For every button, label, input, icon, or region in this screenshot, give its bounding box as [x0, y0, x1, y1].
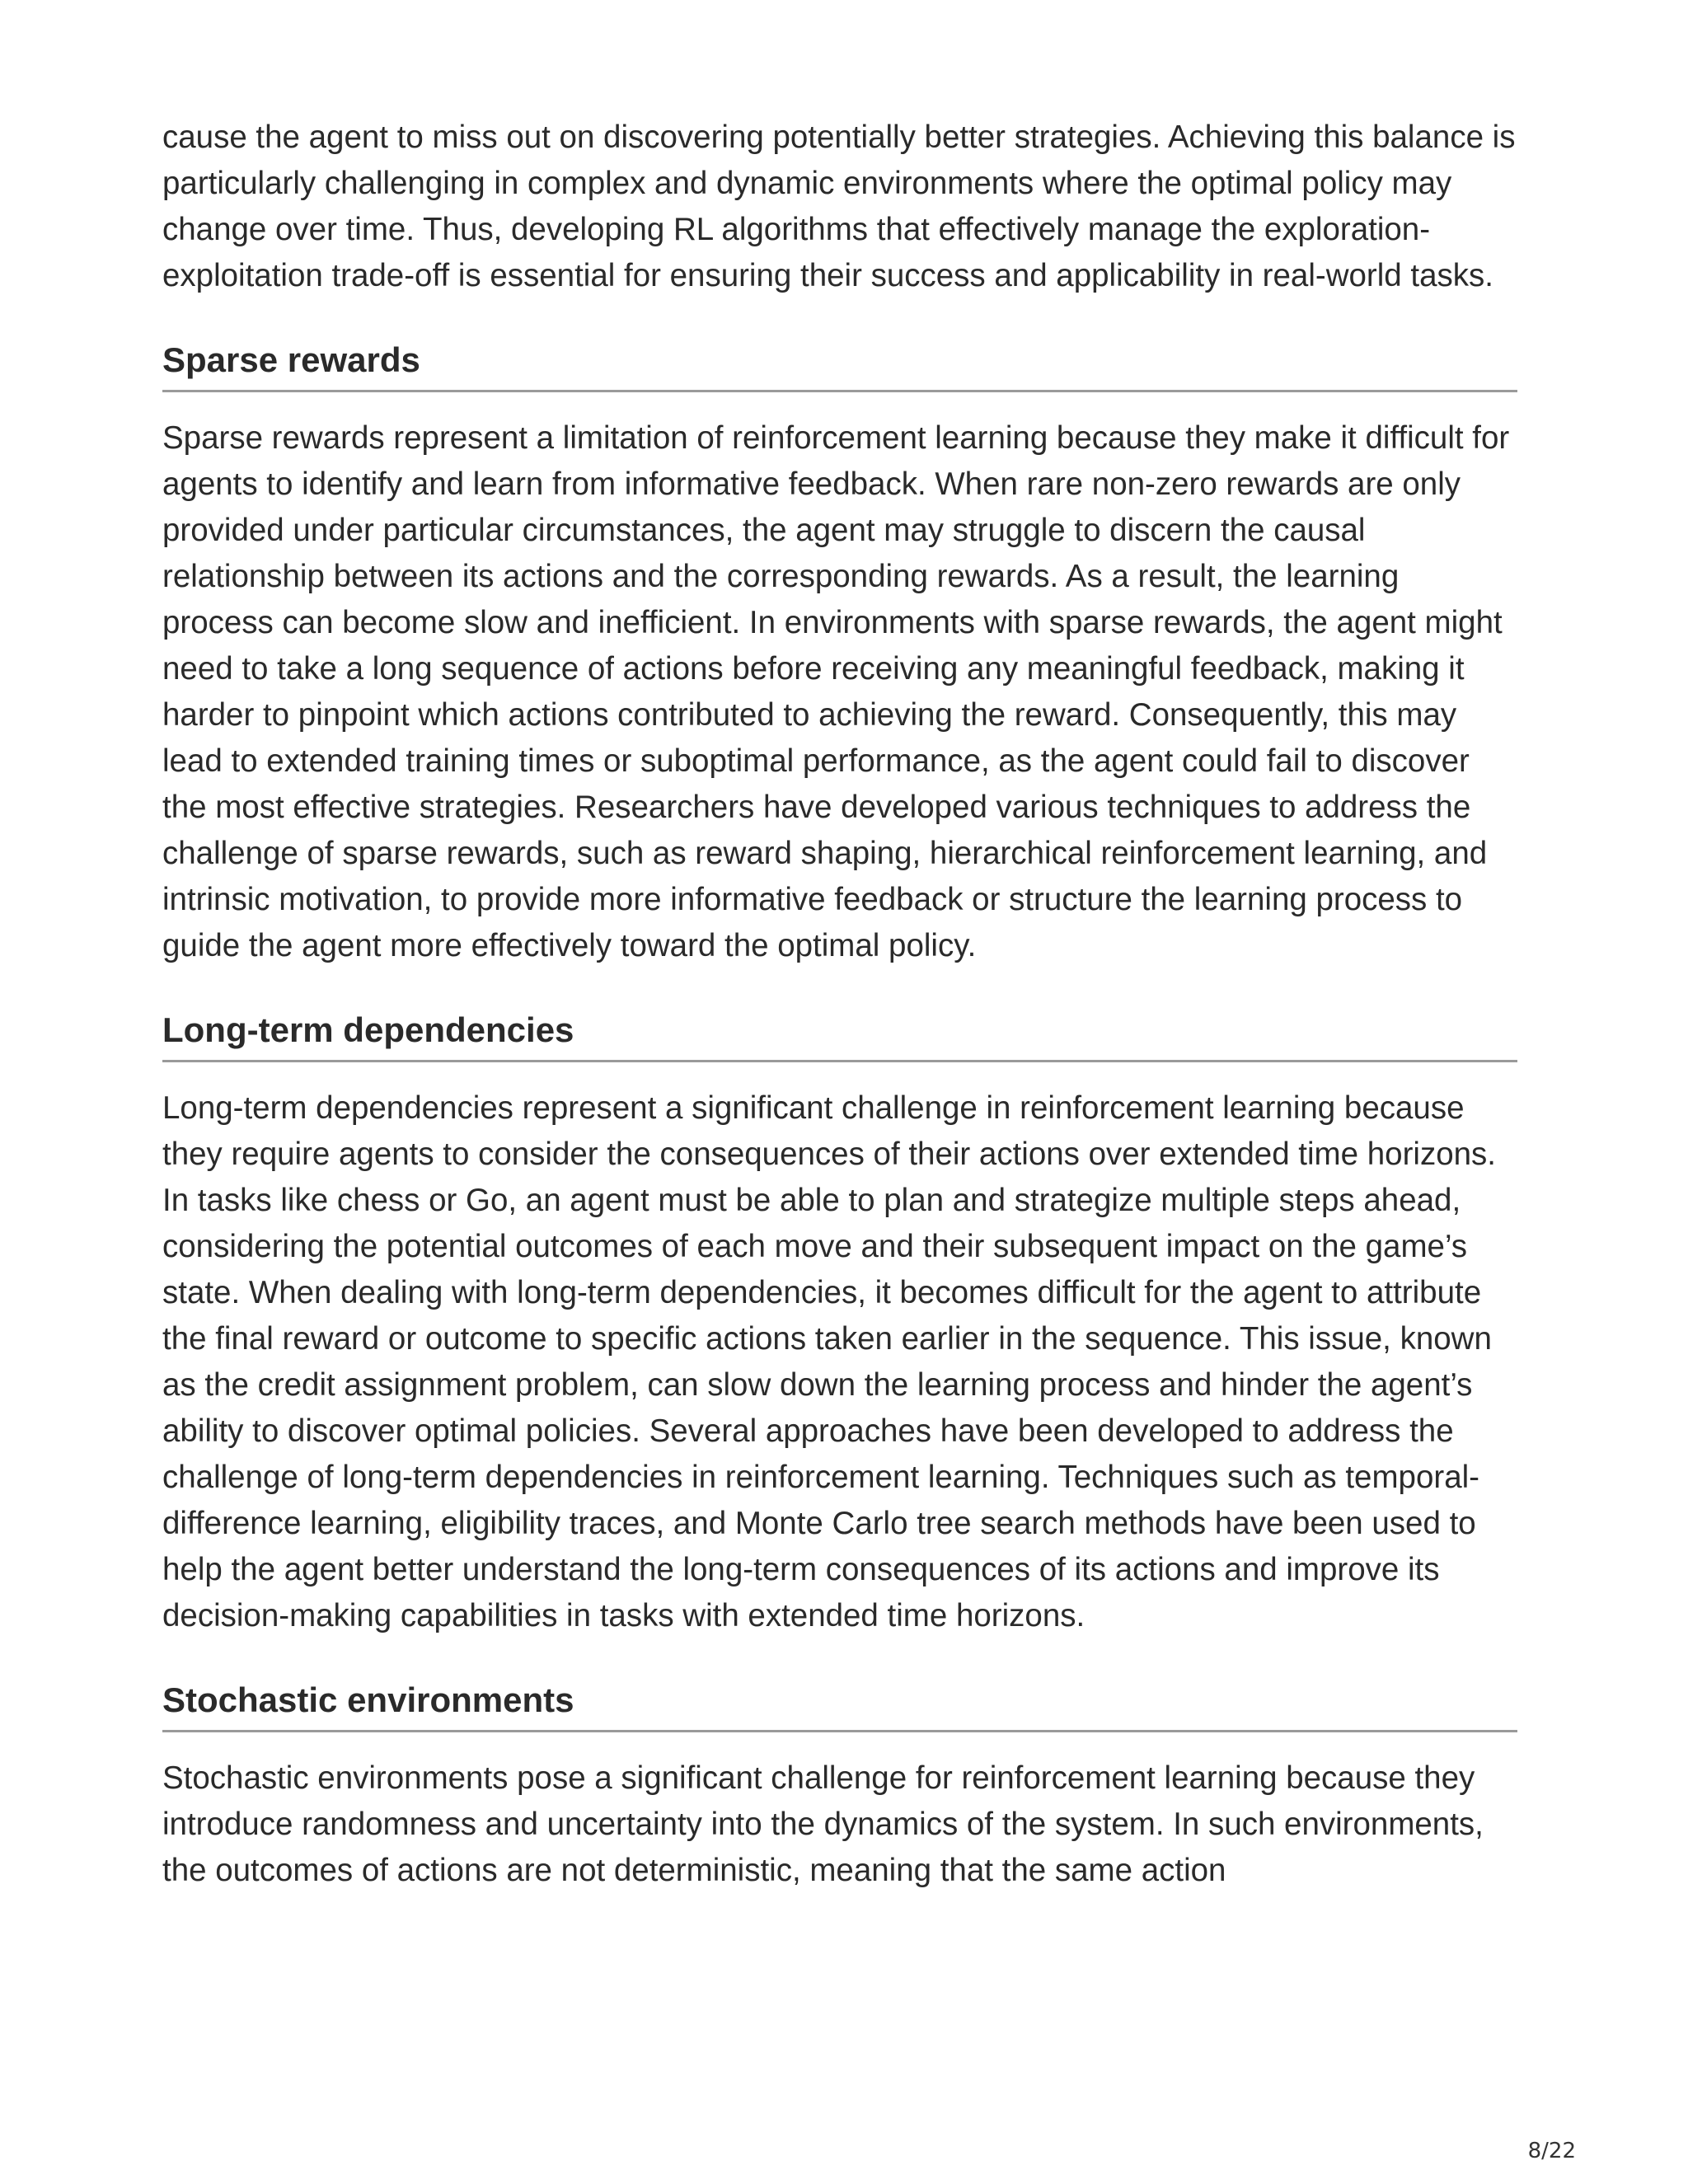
- section-heading: Sparse rewards: [162, 299, 1517, 392]
- section-sparse-rewards: [162, 299, 1517, 969]
- section-heading: Long-term dependencies: [162, 969, 1517, 1062]
- section-paragraph: Stochastic environments pose a significant challenge for reinforcement learning because they introduce randomness and uncertainty into the dynamics of the system. In such environments, the outcomes of actions are not deterministic, meaning that the same action: [162, 1760, 1484, 1888]
- section-paragraph: Sparse rewards represent a limitation of reinforcement learning because they make it difficult for agents to identify and learn from informative feedback. When rare non-zero rewards are only provided under particular circumstances, the agent may struggle to discern the causal relationship between its actions and the corresponding rewards. As a result, the learning process can become slow and inefficient. In environments with sparse rewards, the agent might need to take a long sequence of actions before receiving any meaningful feedback, making it harder to pinpoint which actions contributed to achieving the reward. Consequently, this may lead to extended training times or suboptimal performance, as the agent could fail to discover the most effective strategies. Researchers have developed various techniques to address the challenge of sparse rewards, such as reward shaping, hierarchical reinforcement learning, and intrinsic motivation, to provide more informative feedback or structure the learning process to guide the agent more effectively toward the optimal policy.: [162, 420, 1510, 963]
- intro-paragraph: cause the agent to miss out on discovering potentially better strategies. Achieving this balance is particularly challenging in complex and dynamic environments where the optimal policy may change over time. Thus, developing RL algorithms that effectively manage the exploration-exploitation trade-off is essential for ensuring their success and applicability in real-world tasks.: [162, 120, 1516, 293]
- document-body: [162, 115, 1517, 1894]
- section-long-term-dependencies: [162, 969, 1517, 1639]
- page-number: 8/22: [1527, 2139, 1576, 2163]
- section-stochastic-environments: [162, 1639, 1517, 1894]
- section-heading: Stochastic environments: [162, 1639, 1517, 1732]
- section-paragraph: Long-term dependencies represent a significant challenge in reinforcement learning because they require agents to consider the consequences of their actions over extended time horizons. In tasks like chess or Go, an agent must be able to plan and strategize multiple steps ahead, considering the potential outcomes of each move and their subsequent impact on the game’s state. When dealing with long-term dependencies, it becomes difficult for the agent to attribute the final reward or outcome to specific actions taken earlier in the sequence. This issue, known as the credit assignment problem, can slow down the learning process and hinder the agent’s ability to discover optimal policies. Several approaches have been developed to address the challenge of long-term dependencies in reinforcement learning. Techniques such as temporal-difference learning, eligibility traces, and Monte Carlo tree search methods have been used to help the agent better understand the long-term consequences of its actions and improve its decision-making capabilities in tasks with extended time horizons.: [162, 1090, 1496, 1633]
